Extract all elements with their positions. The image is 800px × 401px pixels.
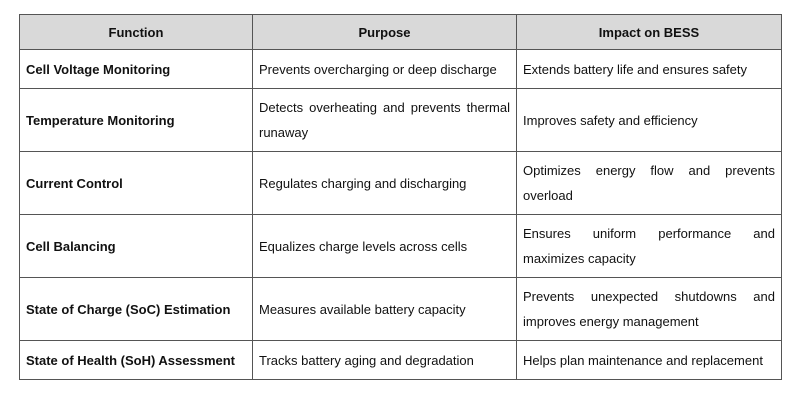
impact-cell: Extends battery life and ensures safety — [517, 50, 782, 89]
table-row — [20, 152, 782, 215]
table-row — [20, 341, 782, 380]
impact-cell: Improves safety and efficiency — [517, 89, 782, 152]
purpose-cell: Prevents overcharging or deep discharge — [253, 50, 517, 89]
purpose-cell: Tracks battery aging and degradation — [253, 341, 517, 380]
header-function: Function — [20, 15, 253, 50]
table-row — [20, 215, 782, 278]
impact-cell: Prevents unexpected shutdowns and improves energy management — [517, 278, 782, 341]
function-cell: State of Health (SoH) Assessment — [20, 341, 253, 380]
purpose-cell: Equalizes charge levels across cells — [253, 215, 517, 278]
table-row — [20, 89, 782, 152]
function-cell: Temperature Monitoring — [20, 89, 253, 152]
purpose-cell: Measures available battery capacity — [253, 278, 517, 341]
impact-cell: Helps plan maintenance and replacement — [517, 341, 782, 380]
function-cell: Cell Voltage Monitoring — [20, 50, 253, 89]
header-impact: Impact on BESS — [517, 15, 782, 50]
header-purpose: Purpose — [253, 15, 517, 50]
header-row — [20, 15, 782, 50]
purpose-cell: Regulates charging and discharging — [253, 152, 517, 215]
function-cell: State of Charge (SoC) Estimation — [20, 278, 253, 341]
table-row — [20, 278, 782, 341]
purpose-cell: Detects overheating and prevents thermal runaway — [253, 89, 517, 152]
impact-cell: Ensures uniform performance and maximizes capacity — [517, 215, 782, 278]
function-cell: Current Control — [20, 152, 253, 215]
impact-cell: Optimizes energy flow and prevents overload — [517, 152, 782, 215]
function-cell: Cell Balancing — [20, 215, 253, 278]
bms-functions-table — [19, 14, 782, 380]
table-row — [20, 50, 782, 89]
